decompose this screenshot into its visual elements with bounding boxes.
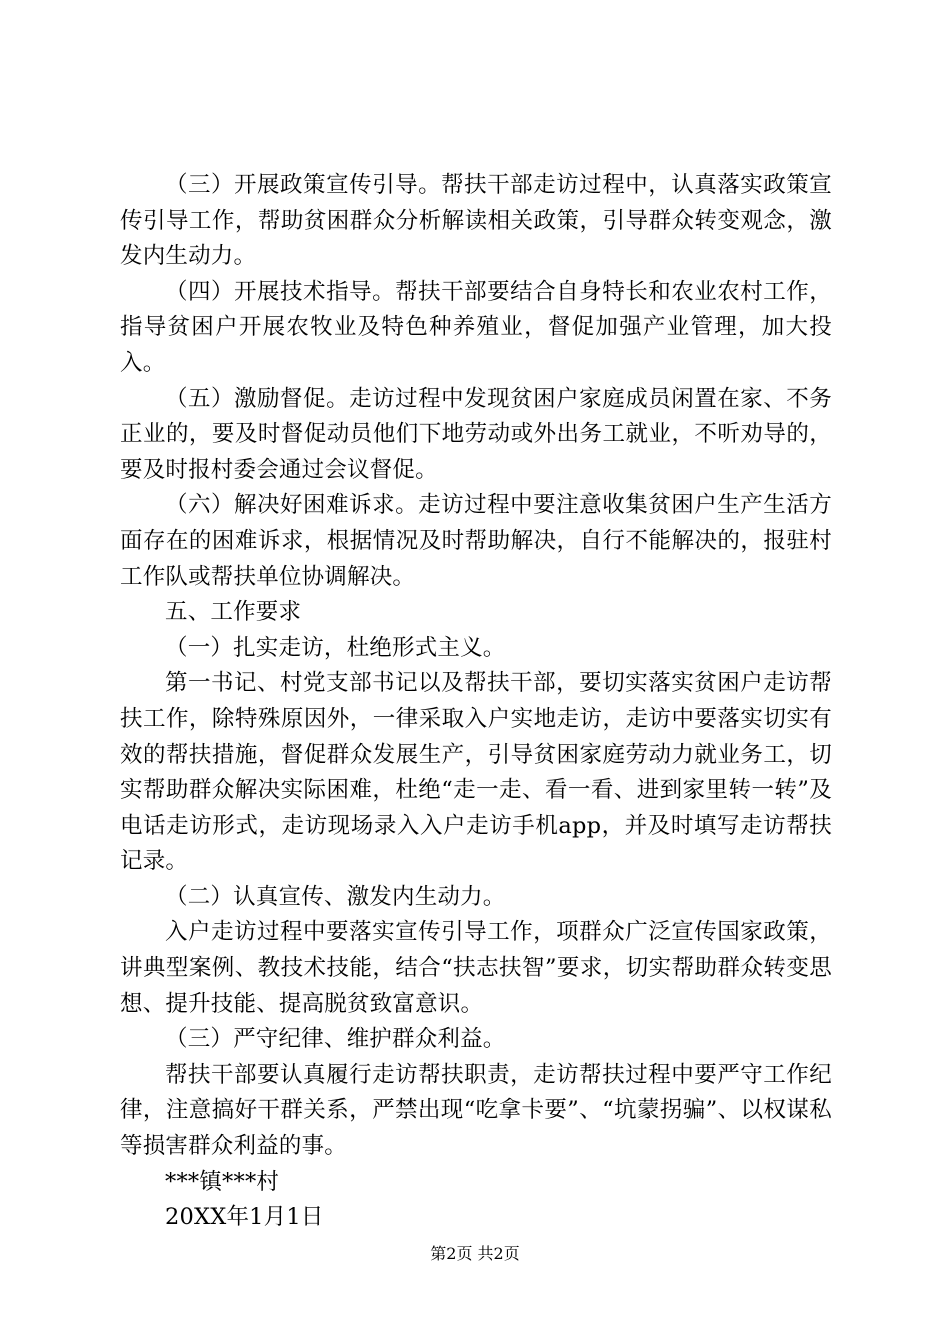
document-body	[120, 168, 832, 1236]
signature-date: 20XX年1月1日	[165, 1204, 324, 1231]
subheading-solid-visits: （一）扎实走访，杜绝形式主义。	[165, 634, 506, 661]
paragraph-solid-visits: 第一书记、村党支部书记以及帮扶干部，要切实落实贫困户走访帮扶工作，除特殊原因外，一律采取入户实地走访，走访中要落实切实有效的帮扶措施，督促群众发展生产，引导贫困家庭劳动力就业务工，切实帮助群众解决实际困难，杜绝“走一走、看一看、进到家里转一转”及电话走访形式，走访现场录入入户走访手机app，并及时填写走访帮扶记录。	[120, 670, 832, 875]
subheading-earnest-promotion: （二）认真宣传、激发内生动力。	[165, 883, 506, 910]
paragraph-technical-guidance: （四）开展技术指导。帮扶干部要结合自身特长和农业农村工作，指导贫困户开展农牧业及特色种养殖业，督促加强产业管理，加大投入。	[120, 278, 832, 376]
page-footer: 第2页 共2页	[430, 1244, 520, 1263]
section-heading-work-requirements: 五、工作要求	[165, 599, 302, 626]
paragraph-policy-promotion: （三）开展政策宣传引导。帮扶干部走访过程中，认真落实政策宣传引导工作，帮助贫困群众分析解读相关政策，引导群众转变观念，激发内生动力。	[120, 172, 832, 270]
paragraph-incentive-supervision: （五）激励督促。走访过程中发现贫困户家庭成员闲置在家、不务正业的，要及时督促动员他们下地劳动或外出务工就业，不听劝导的，要及时报村委会通过会议督促。	[120, 385, 832, 483]
paragraph-strict-discipline: 帮扶干部要认真履行走访帮扶职责，走访帮扶过程中要严守工作纪律，注意搞好干群关系，严禁出现“吃拿卡要”、“坑蒙拐骗”、以权谋私等损害群众利益的事。	[120, 1061, 832, 1160]
subheading-strict-discipline: （三）严守纪律、维护群众利益。	[165, 1026, 506, 1053]
paragraph-solve-difficulties: （六）解决好困难诉求。走访过程中要注意收集贫困户生产生活方面存在的困难诉求，根据情况及时帮助解决，自行不能解决的，报驻村工作队或帮扶单位协调解决。	[120, 492, 832, 590]
signature-organization: ***镇***村	[165, 1168, 280, 1195]
paragraph-earnest-promotion: 入户走访过程中要落实宣传引导工作，项群众广泛宣传国家政策，讲典型案例、教技术技能，结合“扶志扶智”要求，切实帮助群众转变思想、提升技能、提高脱贫致富意识。	[120, 919, 832, 1017]
